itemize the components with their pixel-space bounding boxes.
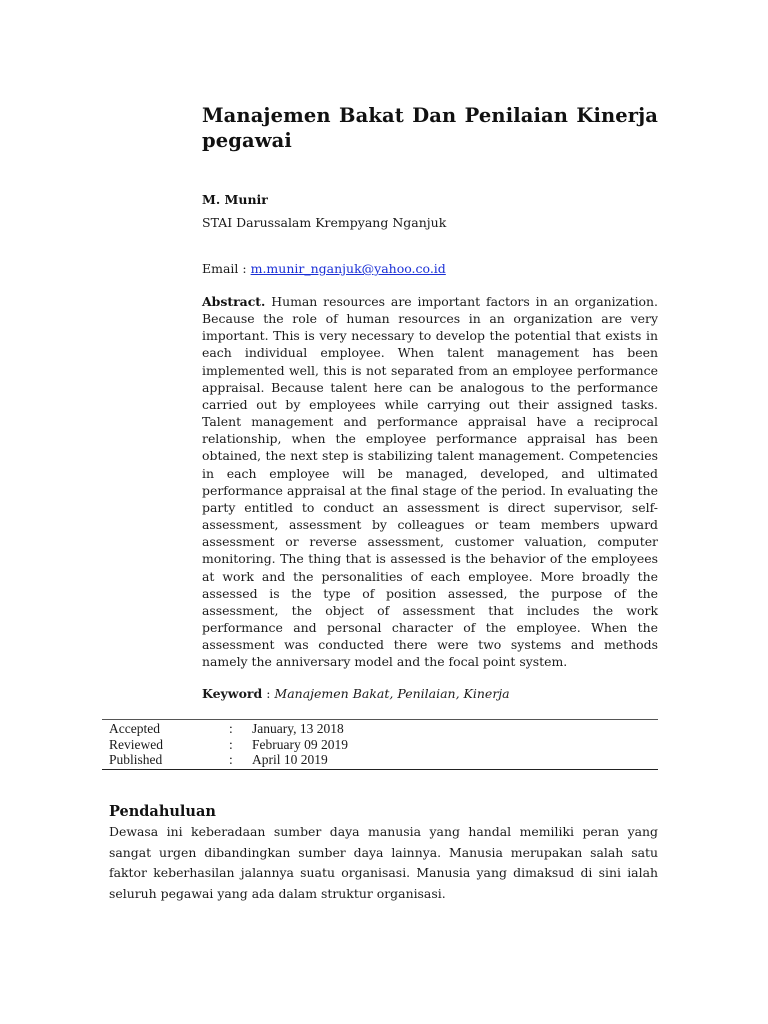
date-row-reviewed xyxy=(102,737,348,753)
author-name: M. Munir xyxy=(202,192,268,207)
paper-title-line-1: Manajemen Bakat Dan Penilaian Kinerja xyxy=(202,104,658,127)
date-label: Published xyxy=(109,752,163,767)
date-separator: : xyxy=(229,752,233,767)
abstract-label: Abstract. xyxy=(202,294,266,309)
date-row-published xyxy=(102,752,348,768)
section-heading-pendahuluan: Pendahuluan xyxy=(109,803,216,820)
paper-title-line-2: pegawai xyxy=(202,129,292,152)
date-label: Accepted xyxy=(109,721,160,736)
abstract-text: Human resources are important factors in an organization. Because the role of human resources in an organization are very important. This is very necessary to develop the potential that exists in each individual employee. When talent management has been implemented well, this is not separated from an employee performance appraisal. Because talent here can be analogous to the performance carried out by employees while carrying out their assigned tasks. Talent management and performance appraisal have a reciprocal relationship, when the employee performance appraisal has been obtained, the next step is stabilizing talent management. Competencies in each employee will be managed, developed, and ultimated performance appraisal at the final stage of the period. In evaluating the party entitled to conduct an assessment is direct supervisor, self-assessment, assessment by colleagues or team members upward assessment or reverse assessment, customer valuation, computer monitoring. The thing that is assessed is the behavior of the employees at work and the personalities of each employee. More broadly the assessed is the type of position assessed, the purpose of the assessment, the object of assessment that includes the work performance and personal character of the employee. When the assessment was conducted there were two systems and methods namely the anniversary model and the focal point system. xyxy=(202,294,658,670)
date-separator: : xyxy=(229,721,233,736)
date-separator: : xyxy=(229,736,233,752)
date-value: January, 13 2018 xyxy=(252,721,344,736)
author-affiliation: STAI Darussalam Krempyang Nganjuk xyxy=(202,215,447,230)
intro-paragraph: Dewasa ini keberadaan sumber daya manusia yang handal memiliki peran yang sangat urgen dibandingkan sumber daya lainnya. Manusia merupakan salah satu faktor keberhasilan jalannya suatu organisasi. Manusia yang dimaksud di sini ialah seluruh pegawai yang ada dalam struktur organisasi. xyxy=(109,824,658,901)
date-row-accepted xyxy=(102,721,348,737)
keywords xyxy=(202,686,510,701)
date-value: February 09 2019 xyxy=(252,736,348,752)
keywords-label: Keyword xyxy=(202,686,263,701)
email-label: Email : xyxy=(202,261,251,276)
date-value: April 10 2019 xyxy=(252,752,328,767)
paper-title xyxy=(202,103,658,153)
email-link[interactable]: m.munir_nganjuk@yahoo.co.id xyxy=(250,261,446,276)
email-line xyxy=(202,261,446,276)
publication-dates-table xyxy=(102,719,658,770)
keywords-value: Manajemen Bakat, Penilaian, Kinerja xyxy=(274,686,510,701)
abstract xyxy=(202,293,658,670)
keywords-separator: : xyxy=(262,686,275,701)
date-label: Reviewed xyxy=(109,736,163,752)
